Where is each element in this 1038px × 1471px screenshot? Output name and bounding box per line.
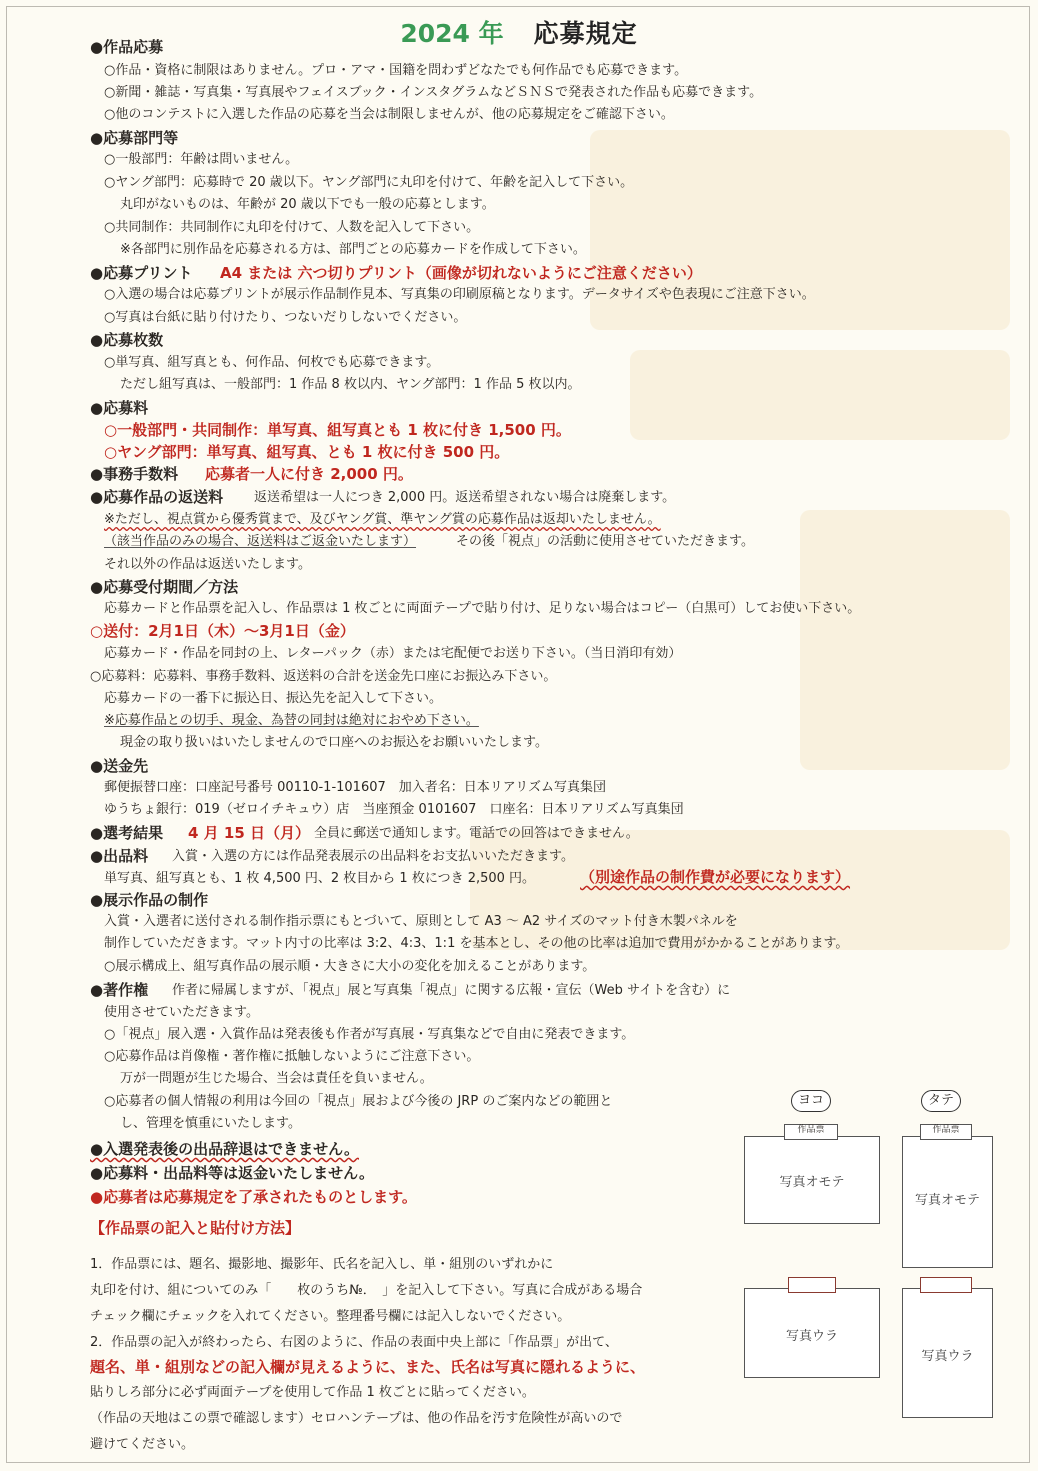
text-line: ○入選の場合は応募プリントが展示作品制作見本、写真集の印刷原稿となります。データサイズや色表現にご注意下さい。 xyxy=(104,287,815,302)
text-line: 入賞・入選者に送付される制作指示票にもとづいて、原則として A3 ～ A2 サイズのマット付き木製パネルを xyxy=(104,914,738,929)
text-line: 万が一問題が生じた場合、当会は責任を負いません。 xyxy=(120,1071,433,1086)
text-line: ※ただし、視点賞から優秀賞まで、及びヤング賞、準ヤング賞の応募作品は返却いたしません。 xyxy=(104,512,661,527)
text-line: 応募カード・作品を同封の上、レターパック（赤）または宅配便でお送り下さい。（当日消印有効） xyxy=(104,646,682,661)
text-line: 全員に郵送で通知します。電話での回答はできません。 xyxy=(314,826,639,841)
yoko-back-tab xyxy=(788,1277,836,1293)
fee-general: ○一般部門・共同制作：単写真、組写真とも 1 枚に付き 1,500 円。 xyxy=(104,421,571,439)
text-line: ○他のコンテストに入選した作品の応募を当会は制限しませんが、他の応募規定をご確認下さい。 xyxy=(104,107,674,122)
text-line: （作品の天地はこの票で確認します）セロハンテープは、他の作品を汚す危険性が高いので xyxy=(90,1411,623,1426)
text-line: 返送希望は一人につき 2,000 円。返送希望されない場合は廃棄します。 xyxy=(254,490,676,505)
text-line: 入賞・入選の方には作品発表展示の出品料をお支払いいただきます。 xyxy=(172,849,574,864)
section-ticket-method: 【作品票の記入と貼付け方法】 xyxy=(90,1219,301,1237)
tate-back-card xyxy=(902,1288,993,1418)
text-line: ○新聞・雑誌・写真集・写真展やフェイスブック・インスタグラムなどＳＮＳで発表された作品も応募できます。 xyxy=(104,85,763,100)
text-line: 応募カードの一番下に振込日、振込先を記入して下さい。 xyxy=(104,691,443,706)
heading-remittance: ●送金先 xyxy=(90,757,149,775)
text-line: 避けてください。 xyxy=(90,1437,195,1452)
orientation-yoko-label: ヨコ xyxy=(791,1090,831,1112)
text-line: ○一般部門：年齢は問いません。 xyxy=(104,152,299,167)
text-line: ○「視点」展入選・入賞作品は発表後も作者が写真展・写真集などで自由に発表できます。 xyxy=(104,1027,635,1042)
text-line: ○応募作品は肖像権・著作権に抵触しないようにご注意下さい。 xyxy=(104,1049,480,1064)
text-line: 2．作品票の記入が終わったら、右図のように、作品の表面中央上部に「作品票」が出て、 xyxy=(90,1335,618,1350)
text-line-emphasis: 題名、単・組別などの記入欄が見えるように、また、氏名は写真に隠れるように、 xyxy=(90,1358,646,1376)
tate-front-card xyxy=(902,1136,993,1268)
text-line: ○共同制作：共同制作に丸印を付けて、人数を記入して下さい。 xyxy=(104,220,480,235)
result-date: 4 月 15 日（月） xyxy=(188,824,310,842)
text-line: チェック欄にチェックを入れてください。整理番号欄には記入しないでください。 xyxy=(90,1309,571,1324)
text-line: ただし組写真は、一般部門：1 作品 8 枚以内、ヤング部門：1 作品 5 枚以内。 xyxy=(120,377,581,392)
heading-return-fee: ●応募作品の返送料 xyxy=(90,488,224,506)
heading-category: ●応募部門等 xyxy=(90,129,179,147)
heading-admin-fee: ●事務手数料 xyxy=(90,465,179,483)
watermark xyxy=(630,350,1010,440)
text-line: 丸印を付け、組についてのみ「 枚のうち№． 」を記入して下さい。写真に合成がある場合 xyxy=(90,1283,643,1298)
text-line: 貼りしろ部分に必ず両面テープを使用して作品 1 枚ごとに貼ってください。 xyxy=(90,1385,535,1400)
tate-ticket-tab: 作品票 xyxy=(920,1124,972,1140)
title-main: 応募規定 xyxy=(533,19,638,48)
tate-back-tab xyxy=(920,1277,972,1293)
heading-count: ●応募枚数 xyxy=(90,331,164,349)
text-line: 単写真、組写真とも、1 枚 4,500 円、2 枚目から 1 枚につき 2,500 円。 xyxy=(104,871,536,886)
text-line: 1．作品票には、題名、撮影地、撮影年、氏名を記入し、単・組別のいずれかに xyxy=(90,1257,554,1272)
yoko-back-card xyxy=(744,1288,880,1378)
text-line: ○応募料：応募料、事務手数料、返送料の合計を送金先口座にお振込み下さい。 xyxy=(90,669,557,684)
text-line: ※応募作品との切手、現金、為替の同封は絶対におやめ下さい。 xyxy=(104,713,479,728)
text-line: その後「視点」の活動に使用させていただきます。 xyxy=(456,534,754,549)
text-line: それ以外の作品は返送いたします。 xyxy=(104,557,311,572)
card-label: 写真ウラ xyxy=(921,1349,974,1364)
heading-period: ●応募受付期間／方法 xyxy=(90,578,239,596)
text-line: 現金の取り扱いはいたしませんので口座へのお振込をお願いいたします。 xyxy=(120,735,548,750)
card-label: 写真オモテ xyxy=(779,1175,845,1190)
yoko-front-card xyxy=(744,1136,880,1224)
heading-print: ●応募プリント xyxy=(90,264,193,282)
text-line: ○作品・資格に制限はありません。プロ・アマ・国籍を問わずどなたでも何作品でも応募できます。 xyxy=(104,63,688,78)
title-year: 2024 年 xyxy=(400,19,504,48)
print-size-note: A4 または 六つ切りプリント（画像が切れないようにご注意ください） xyxy=(220,264,702,282)
text-line: 丸印がないものは、年齢が 20 歳以下でも一般の応募とします。 xyxy=(120,197,495,212)
card-label: 写真ウラ xyxy=(785,1329,838,1344)
production-cost-note: （別途作品の制作費が必要になります） xyxy=(580,868,851,886)
send-period: ○送付：2月1日（木）～3月1日（金） xyxy=(90,622,355,640)
text-line: ○ヤング部門：応募時で 20 歳以下。ヤング部門に丸印を付けて、年齢を記入して下さい。 xyxy=(104,175,634,190)
note-no-withdrawal: ●入選発表後の出品辞退はできません。 xyxy=(90,1140,359,1158)
heading-exhibit-fee: ●出品料 xyxy=(90,847,149,865)
text-line: ゆうちょ銀行：019（ゼロイチキュウ）店 当座預金 0101607 口座名：日本リアリズム写真集団 xyxy=(104,802,684,817)
card-label: 写真オモテ xyxy=(914,1193,980,1208)
text-line: ○応募者の個人情報の利用は今回の「視点」展および今後の JRP のご案内などの範囲と xyxy=(104,1094,613,1109)
heading-entry: ●作品応募 xyxy=(90,38,164,56)
orientation-tate-label: タテ xyxy=(921,1090,961,1112)
admin-fee-value: 応募者一人に付き 2,000 円。 xyxy=(205,465,413,483)
heading-fee: ●応募料 xyxy=(90,399,149,417)
note-no-refund: ●応募料・出品料等は返金いたしません。 xyxy=(90,1164,374,1182)
text-line: 郵便振替口座：口座記号番号 00110-1-101607 加入者名：日本リアリズム写真集団 xyxy=(104,780,606,795)
text-line: ○展示構成上、組写真作品の展示順・大きさに大小の変化を加えることがあります。 xyxy=(104,959,596,974)
yoko-ticket-tab: 作品票 xyxy=(784,1124,838,1140)
heading-production: ●展示作品の制作 xyxy=(90,891,209,909)
text-line: 応募カードと作品票を記入し、作品票は 1 枚ごとに両面テープで貼り付け、足りない場合はコピー（白黒可）してお使い下さい。 xyxy=(104,601,861,616)
text-line: し、管理を慎重にいたします。 xyxy=(120,1116,301,1131)
text-line: ○単写真、組写真とも、何作品、何枚でも応募できます。 xyxy=(104,355,440,370)
text-line: 作者に帰属しますが、「視点」展と写真集「視点」に関する広報・宣伝（Web サイトを含む）に xyxy=(172,983,731,998)
note-acceptance: ●応募者は応募規定を了承されたものとします。 xyxy=(90,1188,417,1206)
fee-young: ○ヤング部門：単写真、組写真、とも 1 枚に付き 500 円。 xyxy=(104,443,510,461)
text-line: （該当作品のみの場合、返送料はご返金いたします） xyxy=(104,534,417,549)
watermark xyxy=(800,510,1010,770)
heading-copyright: ●著作権 xyxy=(90,981,149,999)
text-line: 使用させていただきます。 xyxy=(104,1005,259,1020)
text-line: ○写真は台紙に貼り付けたり、つないだりしないでください。 xyxy=(104,310,467,325)
text-line: ※各部門に別作品を応募される方は、部門ごとの応募カードを作成して下さい。 xyxy=(120,242,586,257)
heading-result: ●選考結果 xyxy=(90,824,164,842)
text-line: 制作していただきます。マット内寸の比率は 3:2、4:3、1:1 を基本とし、その他の比率は追加で費用がかかることがあります。 xyxy=(104,936,849,951)
